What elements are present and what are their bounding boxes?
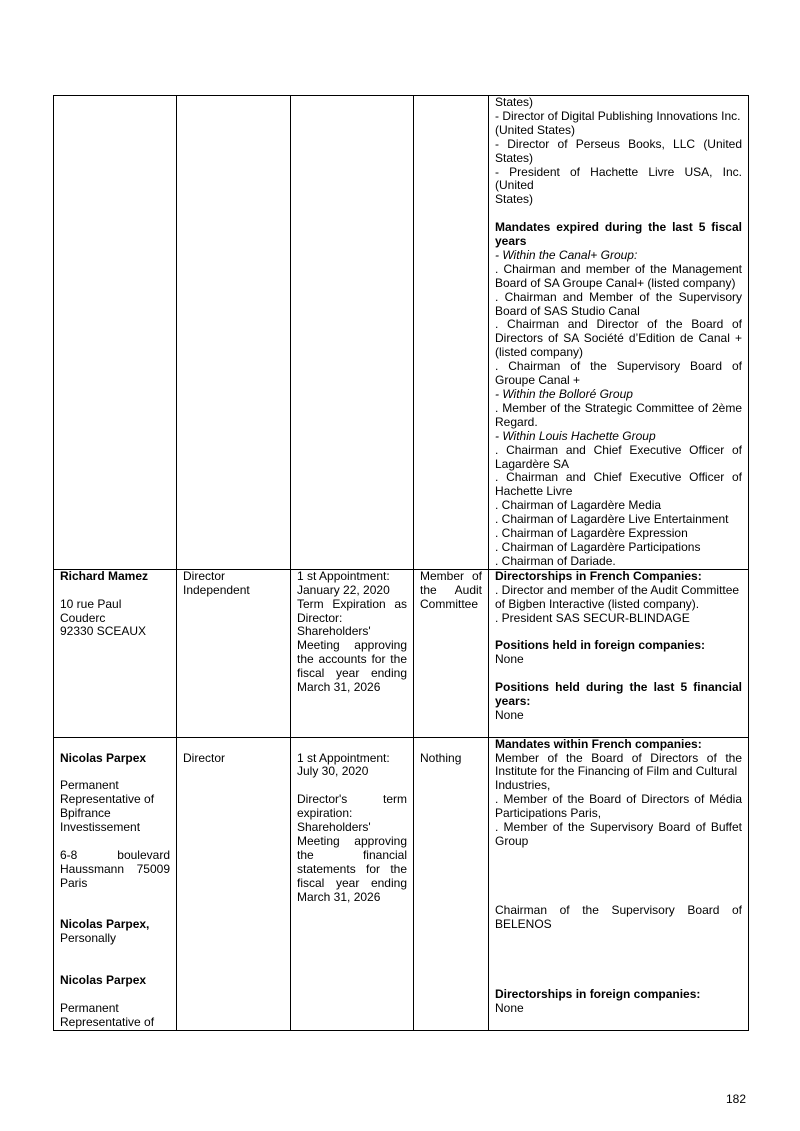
text-line: Board of SA Groupe Canal+ (listed company) — [495, 275, 736, 290]
text-line: the financial — [297, 847, 407, 862]
blank-line — [495, 625, 742, 639]
blank-line — [60, 960, 170, 974]
text-line: Directorships in French Companies: — [495, 568, 702, 583]
address-line: 10 rue Paul Couderc — [60, 596, 122, 625]
text-line: . Chairman and Director of the Board of — [495, 317, 742, 332]
blank-line — [60, 891, 170, 905]
cell-empty — [291, 96, 414, 570]
text-line: . Chairman of Dariade. — [495, 553, 616, 568]
text-line: years: — [495, 693, 531, 708]
text-line: . Member of the Supervisory Board of Buffet — [495, 820, 742, 835]
role-line: Independent — [183, 582, 250, 597]
text-line: - President of Hachette Livre USA, Inc. (United — [495, 164, 742, 193]
role-line: Director — [183, 750, 226, 765]
text-line: Regard. — [495, 414, 538, 429]
text-line: Committee — [420, 596, 479, 611]
text-line: July 30, 2020 — [297, 764, 369, 779]
table-row-nicolas-parpex — [54, 737, 749, 1030]
text-line: Board of SAS Studio Canal — [495, 303, 640, 318]
text-line: Mandates expired during the last 5 fiscal — [495, 220, 742, 235]
text-line: Paris — [60, 875, 88, 890]
text-line: Bpifrance — [60, 806, 111, 821]
text-line: Directors of SA Société d’Edition de Canal + — [495, 331, 742, 346]
text-line: . Chairman of Lagardère Media — [495, 498, 662, 513]
text-line: statements for the — [297, 861, 407, 876]
page-number: 182 — [726, 1092, 747, 1106]
text-line: Permanent — [60, 778, 119, 793]
text-line: Mandates within French companies: — [495, 736, 702, 751]
text-line: Permanent — [60, 1000, 119, 1015]
text-line: Hachette Livre — [495, 484, 573, 499]
text-line: Group — [495, 833, 529, 848]
role-line: Director — [183, 568, 226, 583]
committee-cell — [414, 569, 489, 737]
text-line: States) — [495, 95, 534, 109]
text-line: . President SAS SECUR-BLINDAGE — [495, 610, 690, 625]
text-line: the accounts for the — [297, 652, 407, 667]
text-line: States) — [495, 150, 534, 165]
spacer — [60, 584, 170, 598]
text-line: January 22, 2020 — [297, 582, 390, 597]
text-line: - Within the Bolloré Group — [495, 387, 633, 402]
text-line: (listed company) — [495, 345, 584, 360]
cell-empty — [177, 96, 291, 570]
text-line: . Chairman of Lagardère Live Entertainment — [495, 512, 729, 527]
blank-line — [495, 946, 742, 960]
text-line: the Audit — [420, 582, 482, 597]
text-line: of Bigben Interactive (listed company). — [495, 596, 700, 611]
text-line: . Member of the Board of Directors of Média — [495, 792, 742, 807]
text-line: Directorships in foreign companies: — [495, 986, 701, 1001]
committee-line: Nothing — [420, 750, 462, 765]
blank-line — [60, 904, 170, 918]
director-name: Richard Mamez — [60, 568, 149, 583]
mandates-cell — [489, 96, 749, 570]
text-line: . Member of the Strategic Committee of 2ème — [495, 400, 742, 415]
text-line: None — [495, 652, 524, 667]
text-line: 1 st Appointment: — [297, 568, 390, 583]
text-line: . Director and member of the Audit Committee — [495, 582, 740, 597]
blank-line — [60, 738, 170, 752]
text-line: Institute for the Financing of Film and Cultural — [495, 764, 738, 779]
text-line: None — [495, 707, 524, 722]
blank-line — [495, 877, 742, 891]
text-line: Director's term — [297, 792, 407, 807]
text-line: . Chairman and Chief Executive Officer of — [495, 470, 742, 485]
text-line: Haussmann 75009 — [60, 861, 170, 876]
director-identity-cell — [54, 737, 177, 1030]
text-line: March 31, 2026 — [297, 889, 381, 904]
text-line: fiscal year ending — [297, 875, 407, 890]
text-line: None — [495, 1000, 524, 1015]
text-line: Shareholders' — [297, 624, 371, 639]
text-line: . Chairman of the Supervisory Board of — [495, 359, 742, 374]
address-line: 92330 SCEAUX — [60, 624, 147, 639]
spacer — [420, 738, 482, 752]
blank-line — [60, 835, 170, 849]
text-line: Industries, — [495, 778, 551, 793]
text-line: - Director of Perseus Books, LLC (United — [495, 136, 742, 151]
blank-line — [495, 207, 742, 221]
text-line: - Director of Digital Publishing Innovations Inc. — [495, 108, 741, 123]
text-line: Nicolas Parpex — [60, 972, 147, 987]
text-line: . Chairman and Member of the Supervisory — [495, 289, 742, 304]
text-line: Positions held during the last 5 financial — [495, 680, 742, 695]
blank-line — [495, 932, 742, 946]
text-line: Chairman of the Supervisory Board of — [495, 903, 742, 918]
directors-table — [53, 95, 749, 1031]
spacer — [297, 738, 407, 752]
text-line: years — [495, 234, 527, 249]
blank-line — [495, 974, 742, 988]
text-line: . Chairman of Lagardère Expression — [495, 526, 688, 541]
blank-line — [495, 723, 742, 737]
term-cell — [291, 737, 414, 1030]
cell-empty — [54, 96, 177, 570]
text-line: 6-8 boulevard — [60, 847, 170, 862]
committee-cell — [414, 737, 489, 1030]
text-line: Representative of — [60, 792, 155, 807]
spacer — [183, 738, 284, 752]
text-line: Representative of — [60, 1014, 155, 1029]
director-identity-cell — [54, 569, 177, 737]
text-line: March 31, 2026 — [297, 680, 381, 695]
blank-line — [495, 849, 742, 863]
text-line: BELENOS — [495, 917, 552, 932]
cell-empty — [414, 96, 489, 570]
text-line: Member of the Board of Directors of the — [495, 750, 742, 765]
role-cell — [177, 569, 291, 737]
blank-line — [495, 960, 742, 974]
text-line: Shareholders' — [297, 820, 371, 835]
text-line: Director: — [297, 610, 343, 625]
text-line: States) — [495, 192, 534, 207]
blank-line — [297, 779, 407, 793]
text-line: Nicolas Parpex — [60, 750, 147, 765]
text-line: Positions held in foreign companies: — [495, 638, 706, 653]
text-line: Meeting approving — [297, 638, 407, 653]
term-lines — [297, 752, 407, 905]
term-cell — [291, 569, 414, 737]
blank-line — [495, 891, 742, 905]
text-line: Groupe Canal + — [495, 373, 581, 388]
text-line: . Chairman of Lagardère Participations — [495, 539, 701, 554]
text-line: - Within Louis Hachette Group — [495, 428, 656, 443]
text-line: Meeting approving — [297, 833, 407, 848]
blank-line — [60, 946, 170, 960]
table-row-continuation — [54, 96, 749, 570]
text-line: fiscal year ending — [297, 666, 407, 681]
blank-line — [495, 667, 742, 681]
text-line: expiration: — [297, 806, 353, 821]
text-line: Lagardère SA — [495, 456, 570, 471]
blank-line — [495, 863, 742, 877]
text-line: Investissement — [60, 820, 141, 835]
text-line: Nicolas Parpex, — [60, 917, 150, 932]
text-line: Term Expiration as — [297, 596, 407, 611]
text-line: - Within the Canal+ Group: — [495, 247, 638, 262]
text-line: Personally — [60, 931, 117, 946]
text-line: 1 st Appointment: — [297, 750, 390, 765]
text-line: Member of — [420, 568, 482, 583]
text-line: . Chairman and Chief Executive Officer of — [495, 442, 742, 457]
text-line: (United States) — [495, 122, 576, 137]
text-line: . Chairman and member of the Management — [495, 261, 742, 276]
blank-line — [60, 765, 170, 779]
mandates-cell — [489, 569, 749, 737]
role-cell — [177, 737, 291, 1030]
mandates-cell — [489, 737, 749, 1030]
text-line: Participations Paris, — [495, 806, 602, 821]
table-row-richard-mamez — [54, 569, 749, 737]
blank-line — [60, 988, 170, 1002]
